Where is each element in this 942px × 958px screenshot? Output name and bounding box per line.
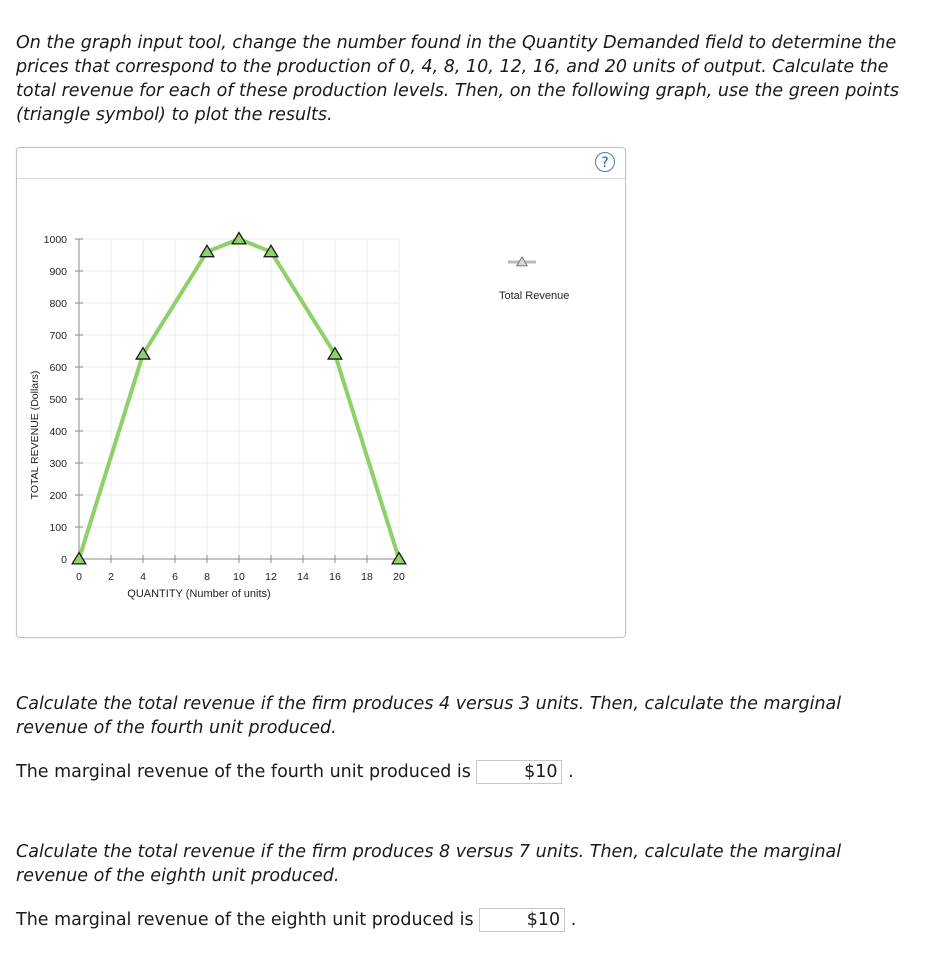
x-tick-label: 20 (393, 571, 405, 583)
total-revenue-chart (17, 148, 625, 637)
y-tick-label: 300 (49, 458, 67, 470)
question-2-answer-field[interactable]: $10 (479, 908, 565, 932)
question-1-suffix: . (568, 762, 574, 782)
y-tick-label: 1000 (43, 234, 67, 246)
question-1-prompt: Calculate the total revenue if the firm produces 4 versus 3 units. Then, calculate the marginal revenue of the fourth unit produced. (16, 694, 842, 738)
question-1-answer-row (16, 760, 574, 784)
x-axis-label: QUANTITY (Number of units) (127, 588, 271, 600)
y-tick-label: 100 (49, 522, 67, 534)
y-axis-label: TOTAL REVENUE (Dollars) (29, 370, 41, 500)
question-1-label: The marginal revenue of the fourth unit produced is (16, 762, 471, 782)
y-tick-label: 500 (49, 394, 67, 406)
question-2-prompt: Calculate the total revenue if the firm produces 8 versus 7 units. Then, calculate the marginal revenue of the eighth unit produced. (16, 842, 842, 886)
x-tick-label: 10 (233, 571, 245, 583)
x-tick-label: 0 (76, 571, 82, 583)
question-1-answer-field[interactable]: $10 (476, 760, 562, 784)
x-tick-label: 2 (108, 571, 114, 583)
graph-panel (16, 147, 626, 638)
x-tick-label: 14 (297, 571, 309, 583)
x-tick-label: 8 (204, 571, 210, 583)
instructions-text: On the graph input tool, change the number found in the Quantity Demanded field to determine the prices that correspond to the production of 0, 4, 8, 10, 12, 16, and 20 units of output. Calculate the total revenue for each of these production levels. Then, on the following graph, use the green points (triangle symbol) to plot the results. (16, 33, 899, 125)
x-tick-label: 16 (329, 571, 341, 583)
help-icon[interactable]: ? (595, 152, 615, 172)
y-tick-label: 900 (49, 266, 67, 278)
x-tick-label: 6 (172, 571, 178, 583)
y-tick-label: 800 (49, 298, 67, 310)
y-tick-label: 200 (49, 490, 67, 502)
x-tick-label: 4 (140, 571, 146, 583)
y-tick-label: 400 (49, 426, 67, 438)
total-revenue-point[interactable] (232, 233, 246, 244)
question-2-answer-row (16, 908, 576, 932)
x-tick-label: 12 (265, 571, 277, 583)
total-revenue-point[interactable] (72, 553, 86, 564)
question-2-suffix: . (570, 910, 577, 930)
x-tick-label: 18 (361, 571, 373, 583)
y-tick-label: 600 (49, 362, 67, 374)
chart-legend (499, 257, 569, 302)
y-tick-label: 0 (61, 554, 67, 566)
total-revenue-point[interactable] (392, 553, 406, 564)
legend-label: Total Revenue (499, 290, 570, 302)
y-tick-label: 700 (49, 330, 67, 342)
question-2-label: The marginal revenue of the eighth unit produced is (16, 910, 474, 930)
